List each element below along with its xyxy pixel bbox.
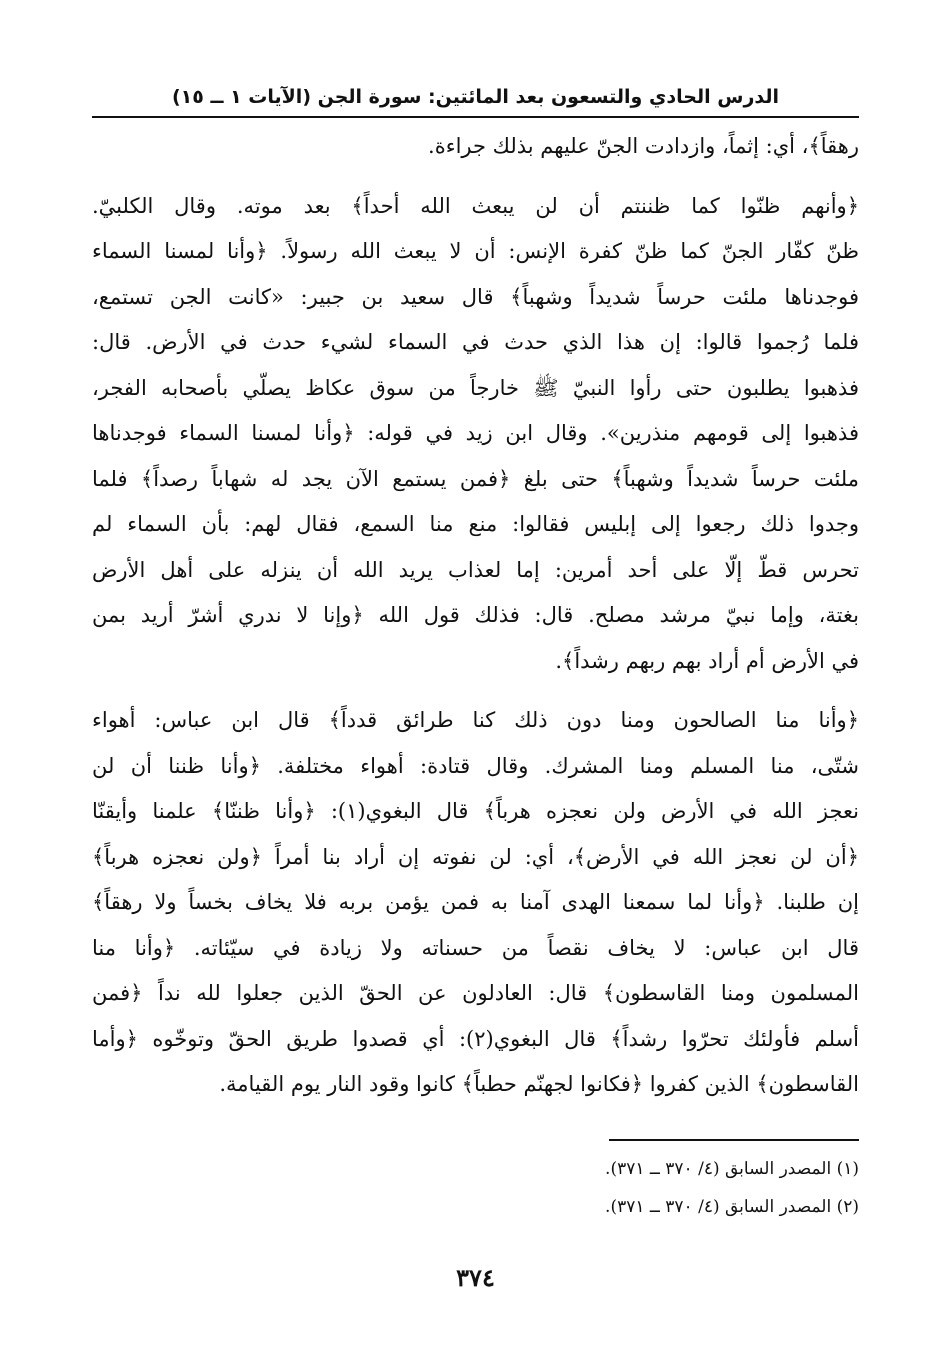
text-line: بغتة، وإما نبيّ مرشد مصلح. قال: فذلك قول الله ﴿وإنا لا ندري أشرّ أريد بمن (92, 603, 859, 627)
text-line: ظنّ كفّار الجنّ كما ظنّ كفرة الإنس: أن لا يبعث الله رسولاً. ﴿وأنا لمسنا السماء (92, 239, 859, 263)
text-line: ملئت حرساً شديداً وشهباً﴾ حتى بلغ ﴿فمن يستمع الآن يجد له شهاباً رصداً﴾ فلما (92, 466, 859, 491)
text-line: شتّى، منا المسلم ومنا المشرك. وقال قتادة: أهواء مختلفة. ﴿وأنا ظننا أن لن (92, 753, 859, 778)
text-line: فذهبوا إلى قومهم منذرين». وقال ابن زيد في قوله: ﴿وأنا لمسنا السماء فوجدناها (92, 421, 859, 445)
paragraph-1 (92, 124, 859, 170)
text-line: القاسطون﴾ الذين كفروا ﴿فكانوا لجهنّم حطباً﴾ كانوا وقود النار يوم القيامة. (219, 1072, 859, 1096)
text-line: فوجدناها ملئت حرساً شديداً وشهباً﴾ قال سعيد بن جبير: «كانت الجن تستمع، (92, 284, 859, 309)
running-header: الدرس الحادي والتسعون بعد المائتين: سورة الجن (الآيات ١ ــ ١٥) (92, 78, 859, 118)
text-line: فذهبوا يطلبون حتى رأوا النبيّ ﷺ خارجاً من سوق عكاظ يصلّي بأصحابه الفجر، (92, 375, 859, 400)
text-line: المسلمون ومنا القاسطون﴾ قال: العادلون عن الحقّ الذين جعلوا لله نداً ﴿فمن (92, 981, 859, 1005)
footnote-1: (١) المصدر السابق (٤/ ٣٧٠ ــ ٣٧١). (605, 1159, 859, 1179)
footnote-2: (٢) المصدر السابق (٤/ ٣٧٠ ــ ٣٧١). (605, 1197, 859, 1217)
text-line: ﴿وأنهم ظنّوا كما ظننتم أن لن يبعث الله أحداً﴾ بعد موته. وقال الكلبيّ. (92, 193, 859, 218)
page-number: ٣٧٤ (456, 1263, 495, 1292)
body-text (92, 124, 859, 1108)
text-line: في الأرض أم أراد بهم ربهم رشداً﴾. (555, 648, 859, 673)
text-line: ﴿وأنا منا الصالحون ومنا دون ذلك كنا طرائق قدداً﴾ قال ابن عباس: أهواء (92, 708, 859, 732)
paragraph-2 (92, 184, 859, 685)
text-line: رهقاً﴾، أي: إثماً، وازدادت الجنّ عليهم بذلك جراءة. (428, 134, 859, 158)
text-line: أسلم فأولئك تحرّوا رشداً﴾ قال البغوي(٢): أي قصدوا طريق الحقّ وتوخّوه ﴿وأما (92, 1026, 859, 1051)
text-line: قال ابن عباس: لا يخاف نقصاً من حسناته ولا زيادة في سيّئاته. ﴿وأنا منا (92, 935, 859, 960)
footnotes (92, 1150, 859, 1226)
text-line: فلما رُجموا قالوا: إن هذا الذي حدث في السماء لشيء حدث في الأرض. قال: (92, 330, 859, 354)
text-line: وجدوا ذلك رجعوا إلى إبليس فقالوا: منع منا السمع، فقال لهم: بأن السماء لم (92, 512, 859, 536)
paragraph-3 (92, 698, 859, 1108)
text-line: تحرس قطّ إلّا على أحد أمرين: إما لعذاب يريد الله أن ينزله على أهل الأرض (92, 557, 859, 582)
text-line: ﴿أن لن نعجز الله في الأرض﴾، أي: لن نفوته إن أراد بنا أمراً ﴿ولن نعجزه هرباً﴾ (92, 844, 859, 869)
footnote-divider (609, 1139, 859, 1141)
text-line: إن طلبنا. ﴿وأنا لما سمعنا الهدى آمنا به فمن يؤمن بربه فلا يخاف بخساً ولا رهقاً﴾ (92, 890, 859, 914)
text-line: نعجز الله في الأرض ولن نعجزه هرباً﴾ قال البغوي(١): ﴿وأنا ظننّا﴾ علمنا وأيقنّا (92, 799, 859, 823)
